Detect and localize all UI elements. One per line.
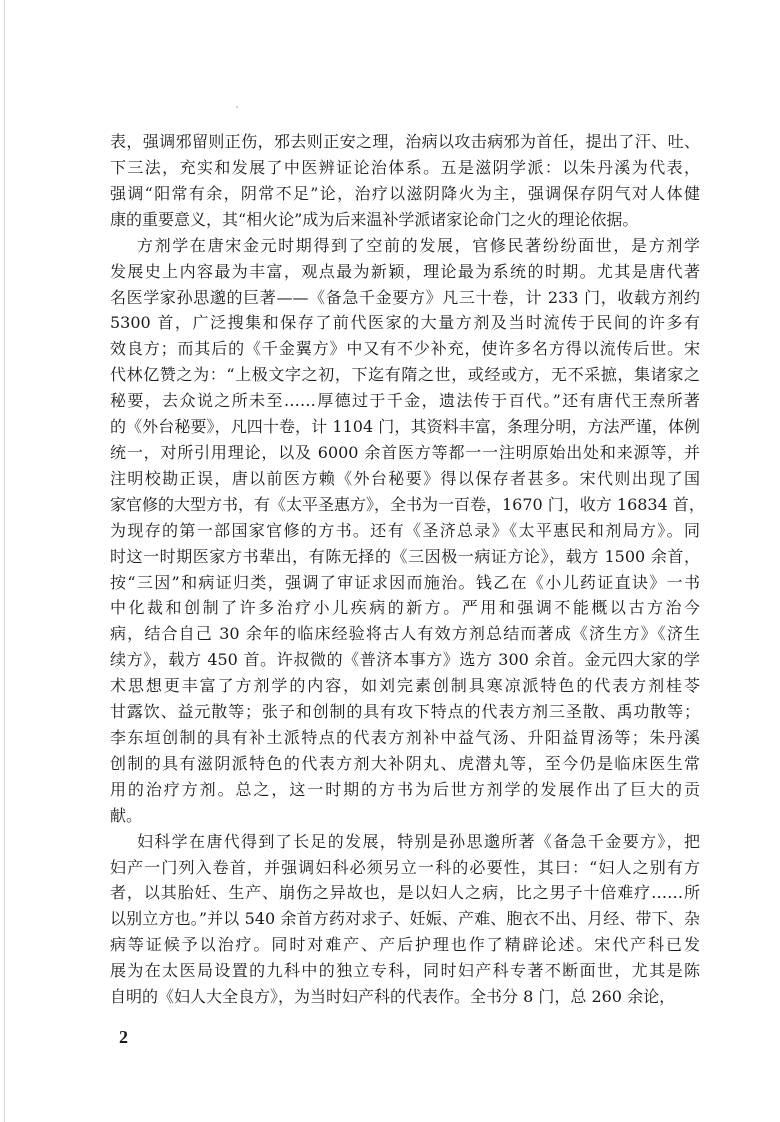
text-line: 术思想更丰富了方剂学的内容，如刘完素创制具寒凉派特色的代表方剂桂苓: [110, 676, 700, 696]
text-line: 妇科学在唐代得到了长足的发展，特别是孙思邈所著《备急千金要方》，把: [137, 831, 700, 851]
text-line: 5300 首，广泛搜集和保存了前代医家的大量方剂及当时流传于民间的许多有: [110, 313, 700, 333]
text-line: 按“三因”和病证归类，强调了审证求因而施治。钱乙在《小儿药证直诀》一书: [110, 572, 700, 592]
text-line: 甘露饮、益元散等；张子和创制的具有攻下特点的代表方剂三圣散、禹功散等；: [110, 702, 700, 722]
page-number: 2: [119, 1027, 128, 1047]
text-line: 续方》，载方 450 首。许叔微的《普济本事方》选方 300 余首。金元四大家的学: [110, 650, 700, 670]
text-line: 康的重要意义，其“相火论”成为后来温补学派诸家论命门之火的理论依据。: [110, 209, 639, 229]
text-line: 名医学家孙思邈的巨著——《备急千金要方》凡三十卷，计 233 门，收载方剂约: [110, 287, 700, 307]
text-line: 病等证候予以治疗。同时对难产、产后护理也作了精辟论述。宋代产科已发: [110, 935, 700, 955]
text-line: 献。: [110, 805, 143, 825]
text-line: 展为在太医局设置的九科中的独立专科，同时妇产科专著不断面世，尤其是陈: [110, 961, 700, 981]
text-line: 注明校勘正误，唐以前医方赖《外台秘要》得以保存者甚多。宋代则出现了国: [110, 468, 700, 488]
text-line: 中化裁和创制了许多治疗小儿疾病的新方。严用和强调不能概以古方治今: [110, 598, 700, 618]
scan-speck: [236, 106, 238, 108]
text-line: 李东垣创制的具有补土派特点的代表方剂补中益气汤、升阳益胃汤等；朱丹溪: [110, 728, 700, 747]
text-line: 用的治疗方剂。总之，这一时期的方书为后世方剂学的发展作出了巨大的贡: [110, 779, 700, 799]
text-line: 方剂学在唐宋金元时期得到了空前的发展，官修民著纷纷面世，是方剂学: [137, 235, 700, 255]
text-line: 表，强调邪留则正伤，邪去则正安之理，治病以攻击病邪为首任，提出了汗、吐、: [110, 132, 700, 151]
text-line: 秘要，去众说之所未至……厚德过于千金，遗法传于百代。”还有唐代王焘所著: [110, 391, 700, 411]
text-line: 自明的《妇人大全良方》，为当时妇产科的代表作。全书分 8 门，总 260 余论，: [110, 987, 676, 1007]
text-line: 效良方；而其后的《千金翼方》中又有不少补充，使许多名方得以流传后世。宋: [110, 339, 700, 359]
text-line: 病，结合自己 30 余年的临床经验将古人有效方剂总结而著成《济生方》《济生: [110, 624, 700, 644]
text-line: 家官修的大型方书，有《太平圣惠方》，全书为一百卷，1670 门，收方 16834 首，: [110, 494, 705, 514]
text-line: 以别立方也。”并以 540 余首方药对求子、妊娠、产难、胞衣不出、月经、带下、杂: [110, 909, 700, 929]
page-edge-line: [4, 0, 5, 1122]
text-line: 者，以其胎妊、生产、崩伤之异故也，是以妇人之病，比之男子十倍难疗……所: [110, 883, 700, 903]
text-line: 下三法，充实和发展了中医辨证论治体系。五是滋阴学派：以朱丹溪为代表，: [110, 157, 700, 177]
text-line: 发展史上内容最为丰富，观点最为新颖，理论最为系统的时期。尤其是唐代著: [110, 261, 700, 281]
text-line: 代林亿赞之为：“上极文字之初，下迄有隋之世，或经或方，无不采摭，集诸家之: [110, 365, 700, 385]
text-line: 统一，对所引用理论，以及 6000 余首医方等都一一注明原始出处和来源等，并: [110, 442, 700, 462]
text-line: 为现存的第一部国家官修的方书。还有《圣济总录》《太平惠民和剂局方》。同: [110, 520, 700, 540]
text-line: 的《外台秘要》，凡四十卷，计 1104 门，其资料丰富，条理分明，方法严谨，体例: [110, 417, 700, 436]
text-line: 强调“阳常有余，阴常不足”论，治疗以滋阴降火为主，强调保存阴气对人体健: [110, 183, 700, 203]
text-line: 妇产一门列入卷首，并强调妇科必须另立一科的必要性，其曰：“妇人之别有方: [110, 857, 700, 877]
text-line: 创制的具有滋阴派特色的代表方剂大补阴丸、虎潜丸等，至今仍是临床医生常: [110, 753, 700, 773]
text-line: 时这一时期医家方书辈出，有陈无择的《三因极一病证方论》，载方 1500 余首，: [110, 546, 700, 566]
